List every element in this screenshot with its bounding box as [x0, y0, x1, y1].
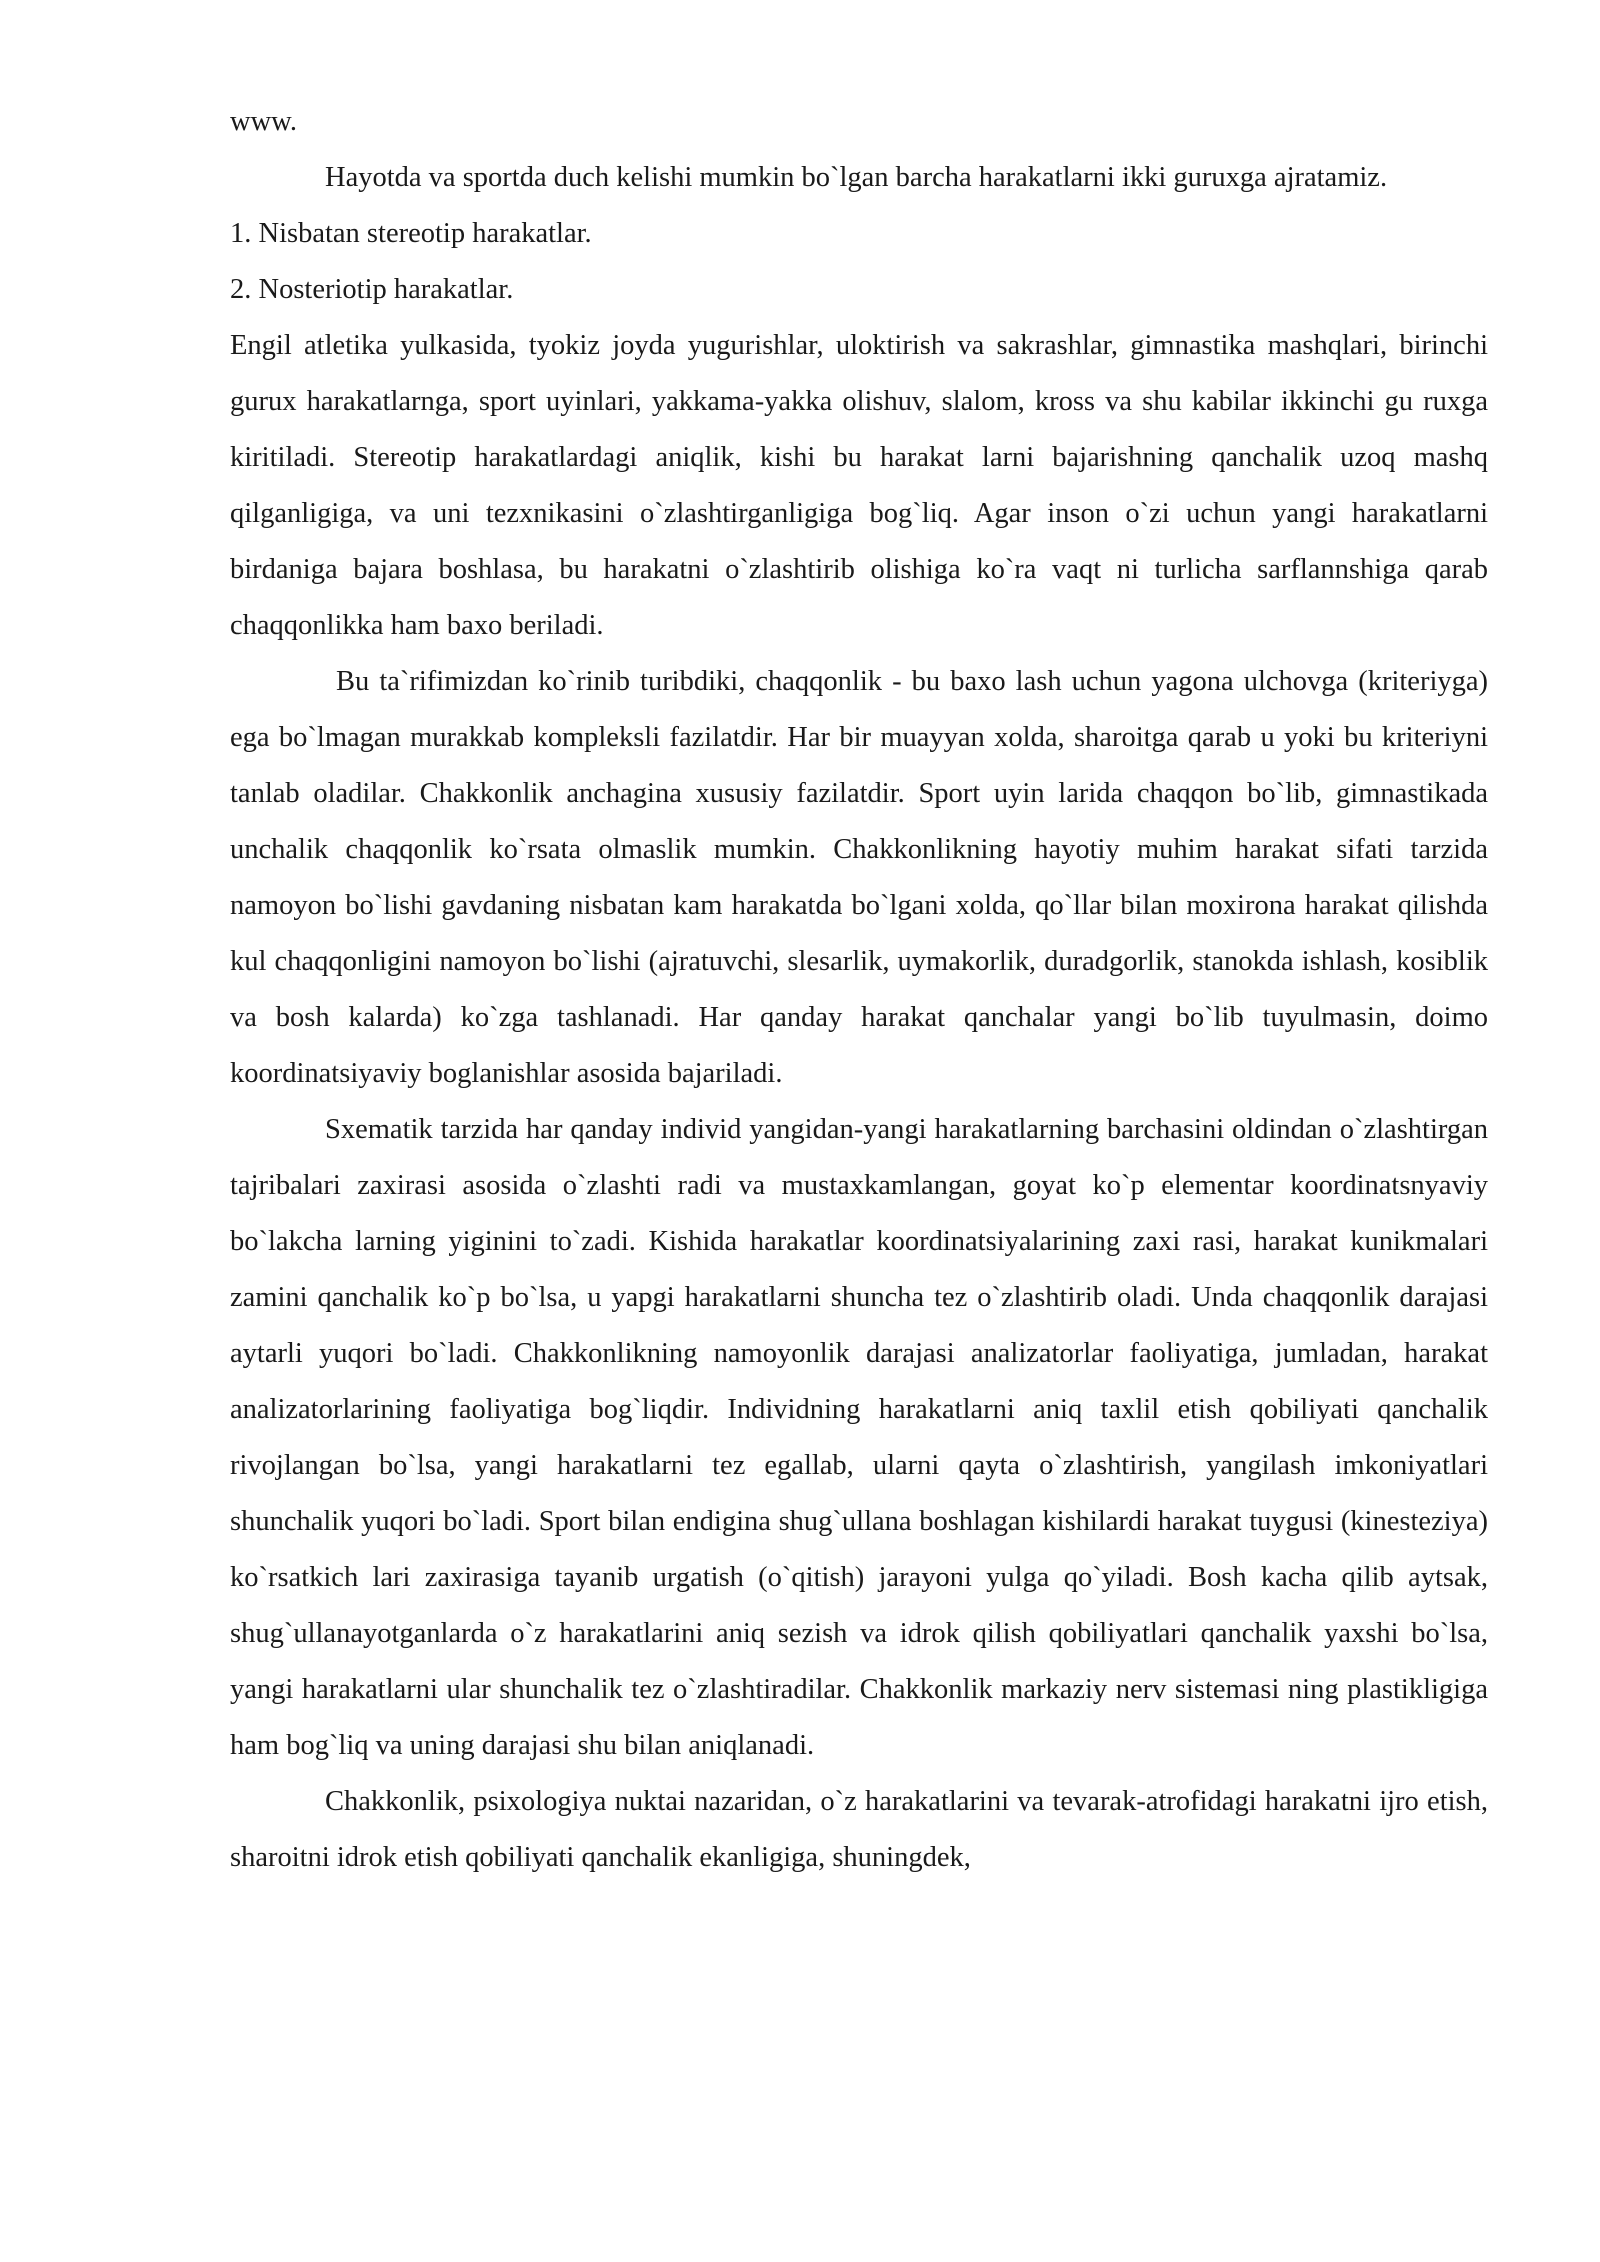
list-item-stereotip: 1. Nisbatan stereotip harakatlar. [230, 218, 592, 249]
paragraph-examples: Engil atletika yulkasida, tyokiz joyda yugurishlar, uloktirish va sakrashlar, gimnastika mashqlari, birinchi gurux harakatlarnga, sport uyinlari, yakkama-yakka olishuv, slalom, kross va shu kabilar ikkinchi gu ruxga kiritiladi. Stereotip harakatlardagi aniqlik, kishi bu harakat larni bajarishning qanchalik uzoq mashq qilganligiga, va uni tezxnikasini o`zlashtirganligiga bog`liq. Agar inson o`zi uchun yangi harakatlarni birdaniga bajara boshlasa, bu harakatni o`zlashtirib olishiga ko`ra vaqt ni turlicha sarflannshiga qarab chaqqonlikka ham baxo beriladi. [230, 330, 1488, 641]
paragraph-schematic: Sxematik tarzida har qanday individ yangidan-yangi harakatlarning barchasini oldindan o`zlashtirgan tajribalari zaxirasi asosida o`zlashti radi va mustaxkamlangan, goyat ko`p elementar koordinatsnyaviy bo`lakcha larning yiginini to`zadi. Kishida harakatlar koordinatsiyalarining zaxi rasi, harakat kunikmalari zamini qanchalik ko`p bo`lsa, u yapgi harakatlarni shuncha tez o`zlashtirib oladi. Unda chaqqonlik darajasi aytarli yuqori bo`ladi. Chakkonlikning namoyonlik darajasi analizatorlar faoliyatiga, jumladan, harakat analizatorlarining faoliyatiga bog`liqdir. Individning harakatlarni aniq taxlil etish qobiliyati qanchalik rivojlangan bo`lsa, yangi harakatlarni tez egallab, ularni qayta o`zlashtirish, yangilash imkoniyatlari shunchalik yuqori bo`ladi. Sport bilan endigina shug`ullana boshlagan kishilardi harakat tuygusi (kinesteziya) ko`rsatkich lari zaxirasiga tayanib urgatish (o`qitish) jarayoni yulga qo`yiladi. Bosh kacha qilib aytsak, shug`ullanayotganlarda o`z harakatlarini aniq sezish va idrok qilish qobiliyatlari qanchalik yaxshi bo`lsa, yangi harakatlarni ular shunchalik tez o`zlashtiradilar. Chakkonlik markaziy nerv sistemasi ning plastikligiga ham bog`liq va uning darajasi shu bilan aniqlanadi. [230, 1114, 1488, 1761]
paragraph-intro: Hayotda va sportda duch kelishi mumkin bo`lgan barcha harakatlarni ikki guruxga ajratamiz. [325, 162, 1388, 193]
page-header-text: www. [230, 106, 298, 137]
list-item-nosteriotip: 2. Nosteriotip harakatlar. [230, 274, 514, 305]
paragraph-psychology: Chakkonlik, psixologiya nuktai nazaridan, o`z harakatlarini va tevarak-atrofidagi harakatni ijro etish, sharoitni idrok etish qobiliyati qanchalik ekanligiga, shuningdek, [230, 1786, 1488, 1873]
paragraph-definition: Bu ta`rifimizdan ko`rinib turibdiki, chaqqonlik - bu baxo lash uchun yagona ulchovga (kriteriyga) ega bo`lmagan murakkab kompleksli fazilatdir. Har bir muayyan xolda, sharoitga qarab u yoki bu kriteriyni tanlab oladilar. Chakkonlik anchagina xususiy fazilatdir. Sport uyin larida chaqqon bo`lib, gimnastikada unchalik chaqqonlik ko`rsata olmaslik mumkin. Chakkonlikning hayotiy muhim harakat sifati tarzida namoyon bo`lishi gavdaning nisbatan kam harakatda bo`lgani xolda, qo`llar bilan moxirona harakat qilishda kul chaqqonligini namoyon bo`lishi (ajratuvchi, slesarlik, uymakorlik, duradgorlik, stanokda ishlash, kosiblik va bosh kalarda) ko`zga tashlanadi. Har qanday harakat qanchalar yangi bo`lib tuyulmasin, doimo koordinatsiyaviy boglanishlar asosida bajariladi. [230, 666, 1488, 1089]
document-body [230, 94, 1488, 1886]
